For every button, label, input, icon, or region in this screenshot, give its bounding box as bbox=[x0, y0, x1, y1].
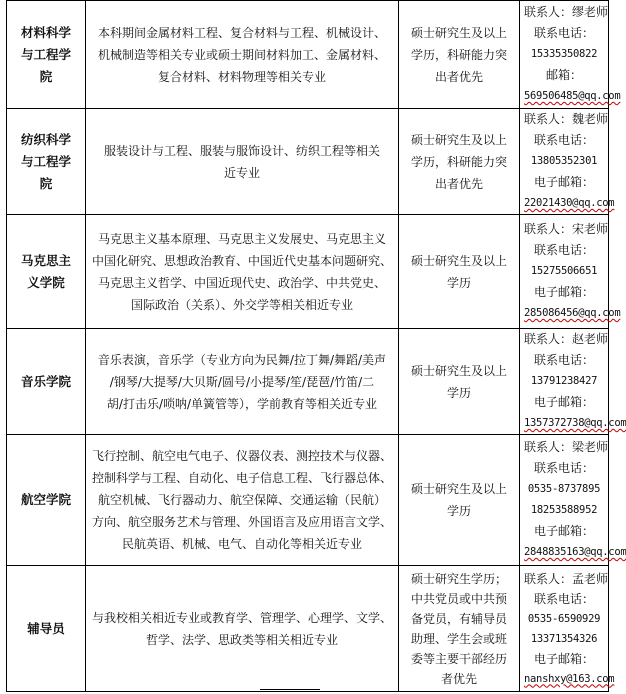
requirement-line: 硕士研究生及以上 bbox=[410, 132, 507, 147]
email-address[interactable]: nanshxy@163.com bbox=[524, 672, 615, 685]
phone-number: 0535-6590929 bbox=[527, 612, 601, 625]
college-cell bbox=[7, 329, 86, 435]
phone-number-2: 18253588952 bbox=[530, 504, 598, 516]
requirement-cell bbox=[399, 215, 520, 329]
recruitment-table bbox=[6, 0, 626, 692]
requirement-cell bbox=[399, 329, 520, 435]
contact-cell bbox=[520, 329, 626, 435]
college-name-line: 纺织科学 bbox=[20, 131, 71, 147]
email-address[interactable]: 2848835163@qq.com bbox=[524, 546, 626, 558]
major-line: 胡/打击乐/唢呐/单簧管等），学前教育等相关近专业 bbox=[106, 396, 378, 411]
phone-number: 15275506651 bbox=[530, 265, 598, 277]
major-line: 民航英语、机械、电气、自动化等相关近专业 bbox=[121, 537, 362, 551]
major-line: 复合材料、材料物理等相关专业 bbox=[157, 69, 326, 84]
major-line: 哲学、法学、思政类等相关相近专业 bbox=[145, 632, 338, 647]
major-line: 控制科学与工程、自动化、电子信息工程、飞行器总体、 bbox=[92, 471, 393, 485]
page-edge-divider bbox=[260, 689, 320, 694]
table-row bbox=[7, 566, 609, 692]
phone-number: 0535-8737895 bbox=[527, 483, 601, 495]
requirement-line: 者优先 bbox=[440, 671, 477, 686]
major-line: /钢琴/大提琴/大贝斯/圆号/小提琴/笙/琵琶/竹笛/二 bbox=[109, 374, 375, 389]
contact-person: 联系人：魏老师 bbox=[524, 112, 609, 126]
requirement-line: 硕士研究生及以上 bbox=[410, 363, 507, 378]
college-name-line: 与工程学 bbox=[20, 153, 71, 169]
college-name-line: 马克思主 bbox=[20, 252, 71, 268]
contact-cell bbox=[520, 109, 615, 215]
major-line: 近专业 bbox=[223, 165, 260, 180]
email-address[interactable]: 1357372738@qq.com bbox=[524, 417, 626, 429]
major-line: 马克思主义哲学、中国近现代史、政治学、中共党史、 bbox=[97, 275, 386, 290]
phone-label: 联系电话： bbox=[533, 243, 594, 257]
requirement-line: 学历，科研能力突 bbox=[410, 47, 507, 62]
table-row bbox=[7, 215, 609, 329]
major-cell bbox=[86, 1, 399, 109]
requirement-line: 出者优先 bbox=[434, 176, 483, 191]
phone-label: 联系电话： bbox=[533, 133, 594, 147]
requirement-line: 助理、学生会或班 bbox=[410, 631, 507, 646]
major-cell bbox=[86, 109, 399, 215]
email-address[interactable]: 22021430@qq.com bbox=[524, 197, 615, 209]
email-label: 电子邮箱： bbox=[533, 651, 594, 666]
phone-number: 13791238427 bbox=[530, 375, 598, 387]
major-line: 与我校相关相近专业或教育学、管理学、心理学、文学、 bbox=[92, 610, 393, 625]
college-name-line: 音乐学院 bbox=[20, 373, 71, 389]
major-line: 飞行控制、航空电气电子、仪器仪表、测控技术与仪器、 bbox=[92, 449, 393, 463]
table-row bbox=[7, 435, 609, 566]
college-cell bbox=[7, 435, 86, 566]
college-cell bbox=[7, 215, 86, 329]
college-name-line: 院 bbox=[39, 68, 53, 84]
phone-label: 联系电话： bbox=[533, 461, 594, 475]
requirement-line: 备党员，有辅导员 bbox=[410, 611, 507, 626]
requirement-cell bbox=[399, 1, 520, 109]
requirement-line: 中共党员或中共预 bbox=[410, 591, 507, 606]
college-name-line: 材料科学 bbox=[20, 24, 71, 40]
phone-number: 13805352301 bbox=[530, 155, 598, 167]
college-cell bbox=[7, 109, 86, 215]
table-row bbox=[7, 1, 609, 109]
requirement-line: 出者优先 bbox=[434, 69, 483, 84]
requirement-line: 硕士研究生及以上 bbox=[410, 25, 507, 40]
email-label: 电子邮箱： bbox=[533, 395, 594, 409]
contact-person: 联系人：缪老师 bbox=[524, 5, 609, 19]
college-name-line: 义学院 bbox=[27, 274, 65, 290]
requirement-line: 硕士研究生及以上 bbox=[410, 482, 507, 496]
requirement-cell bbox=[399, 109, 520, 215]
requirement-cell bbox=[399, 566, 520, 692]
college-name-line: 辅导员 bbox=[27, 620, 65, 636]
requirement-line: 硕士研究生学历； bbox=[410, 571, 507, 586]
contact-person: 联系人：梁老师 bbox=[524, 440, 609, 454]
contact-person: 联系人：宋老师 bbox=[524, 222, 609, 236]
email-label: 电子邮箱： bbox=[533, 175, 594, 189]
phone-number: 15335350822 bbox=[530, 48, 598, 60]
contact-cell bbox=[520, 1, 621, 109]
major-cell bbox=[86, 215, 399, 329]
major-cell bbox=[86, 329, 399, 435]
email-address[interactable]: 569506485@qq.com bbox=[524, 90, 621, 102]
requirement-line: 学历 bbox=[446, 275, 471, 290]
college-name-line: 院 bbox=[39, 175, 53, 191]
college-name-line: 与工程学 bbox=[20, 46, 71, 62]
phone-label: 联系电话： bbox=[533, 26, 594, 40]
requirement-line: 硕士研究生及以上 bbox=[410, 253, 507, 268]
college-name-line: 航空学院 bbox=[20, 492, 71, 507]
major-cell bbox=[86, 566, 399, 692]
requirement-cell bbox=[399, 435, 520, 566]
major-line: 服装设计与工程、服装与服饰设计、纺织工程等相关 bbox=[103, 143, 380, 158]
college-cell bbox=[7, 566, 86, 692]
college-cell bbox=[7, 1, 86, 109]
major-line: 国际政治（关系）、外交学等相关相近专业 bbox=[130, 297, 353, 312]
contact-person: 联系人：赵老师 bbox=[524, 332, 609, 346]
major-line: 航空机械、飞行器动力、航空保障、交通运输（民航） bbox=[97, 493, 386, 507]
email-address[interactable]: 285086456@qq.com bbox=[524, 307, 621, 319]
email-label: 电子邮箱： bbox=[533, 285, 594, 299]
requirement-line: 学历 bbox=[446, 504, 471, 518]
major-line: 音乐表演，音乐学（专业方向为民舞/拉丁舞/舞蹈/美声 bbox=[97, 352, 387, 367]
requirement-line: 委等主要干部经历 bbox=[410, 651, 507, 666]
email-label: 电子邮箱： bbox=[533, 524, 594, 538]
major-cell bbox=[86, 435, 399, 566]
major-line: 方向、航空服务艺术与管理、外国语言及应用语言文学、 bbox=[92, 515, 393, 529]
phone-label: 联系电话： bbox=[533, 591, 594, 606]
phone-label: 联系电话： bbox=[533, 353, 594, 367]
contact-person: 联系人：孟老师 bbox=[524, 571, 609, 586]
contact-cell bbox=[520, 215, 621, 329]
major-line: 本科期间金属材料工程、复合材料与工程、机械设计、 bbox=[97, 25, 386, 40]
major-line: 机械制造等相关专业或硕士期间材料加工、金属材料、 bbox=[97, 47, 386, 62]
table-row bbox=[7, 329, 609, 435]
contact-cell bbox=[520, 435, 626, 566]
major-line: 中国化研究、思想政治教育、中国近代史基本问题研究、 bbox=[92, 253, 393, 268]
requirement-line: 学历，科研能力突 bbox=[410, 154, 507, 169]
email-label: 邮箱： bbox=[545, 68, 582, 82]
requirement-line: 学历 bbox=[446, 385, 471, 400]
contact-cell bbox=[520, 566, 615, 692]
major-line: 马克思主义基本原理、马克思主义发展史、马克思主义 bbox=[97, 231, 386, 246]
phone-number-2: 13371354326 bbox=[530, 632, 598, 645]
table-row bbox=[7, 109, 609, 215]
